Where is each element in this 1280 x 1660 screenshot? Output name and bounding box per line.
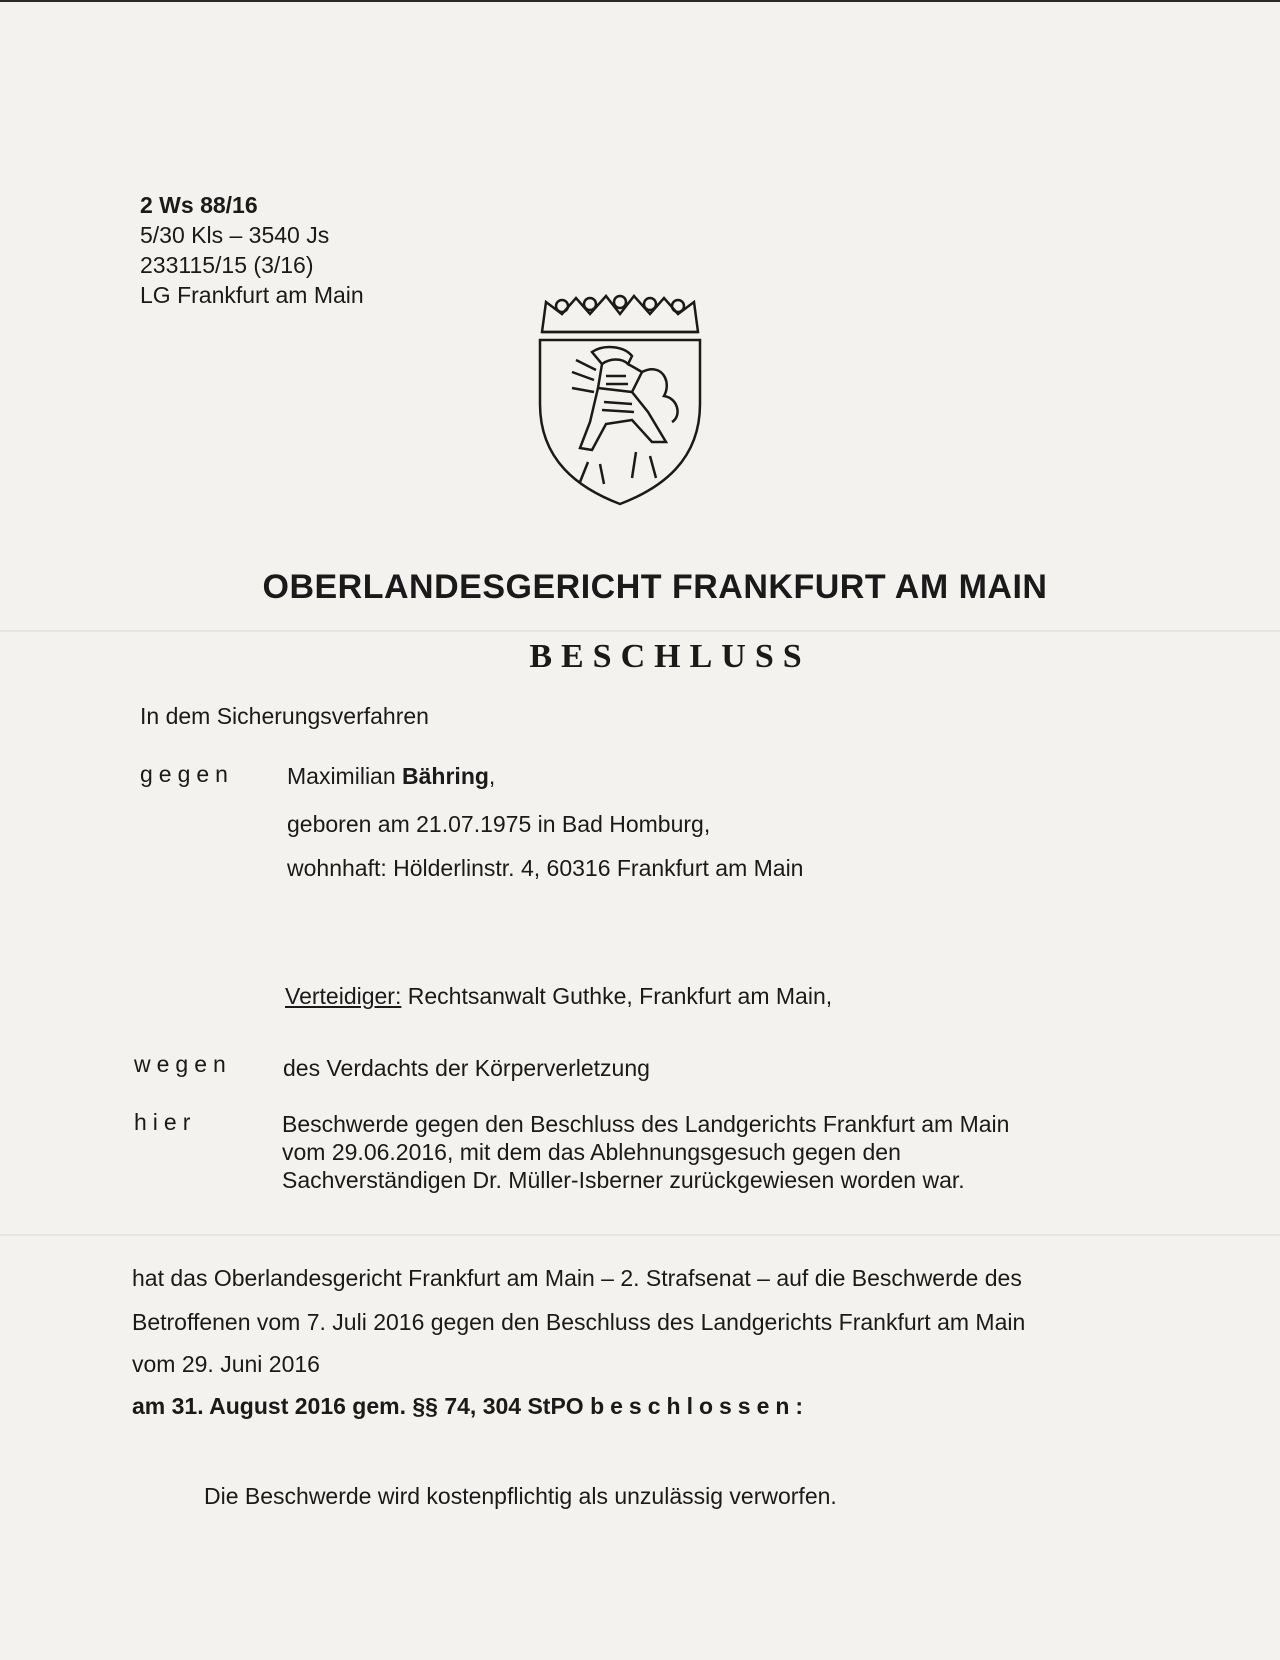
defendant-birth: geboren am 21.07.1975 in Bad Homburg, (287, 811, 711, 837)
body-line: Betroffenen vom 7. Juli 2016 gegen den Beschluss des Landgerichts Frankfurt am Main (132, 1309, 1026, 1335)
court-title: OBERLANDESGERICHT FRANKFURT AM MAIN (262, 568, 1048, 606)
paper-fold-line (0, 630, 1280, 632)
case-reference (140, 190, 364, 310)
defendant-first-name: Maximilian (287, 763, 396, 789)
defense-value: Rechtsanwalt Guthke, Frankfurt am Main, (407, 983, 833, 1009)
defendant-address: wohnhaft: Hölderlinstr. 4, 60316 Frankfurt am Main (287, 855, 804, 881)
verdict-text: Die Beschwerde wird kostenpflichtig als unzulässig verworfen. (204, 1483, 837, 1509)
document-heading: BESCHLUSS (529, 638, 811, 675)
coat-of-arms-icon (532, 292, 708, 506)
paper-fold-line (0, 1234, 1280, 1236)
defense-label: Verteidiger: (285, 983, 402, 1009)
decision-prefix: am 31. August 2016 gem. §§ 74, 304 StPO (132, 1393, 584, 1419)
defendant-name (287, 762, 495, 790)
body-line: vom 29. Juni 2016 (132, 1351, 320, 1377)
decision-word: beschlossen: (590, 1393, 810, 1419)
label-wegen: wegen (134, 1051, 232, 1077)
subject-line: Sachverständigen Dr. Müller-Isberner zurückgewiesen worden war. (282, 1167, 965, 1193)
defendant-last-name: Bähring (402, 763, 489, 789)
intro-text: In dem Sicherungsverfahren (140, 703, 429, 729)
body-line: hat das Oberlandesgericht Frankfurt am Main – 2. Strafsenat – auf die Beschwerde des (132, 1265, 1022, 1291)
case-reference-court: LG Frankfurt am Main (140, 282, 364, 308)
subject-line: Beschwerde gegen den Beschluss des Landgerichts Frankfurt am Main (282, 1111, 1010, 1137)
charge-text: des Verdachts der Körperverletzung (283, 1055, 650, 1081)
label-hier: hier (134, 1109, 197, 1135)
name-comma: , (488, 763, 496, 789)
case-number: 2 Ws 88/16 (140, 192, 258, 218)
label-gegen: gegen (140, 761, 234, 787)
subject-line: vom 29.06.2016, mit dem das Ablehnungsgesuch gegen den (282, 1139, 901, 1165)
case-reference-line: 5/30 Kls – 3540 Js (140, 222, 330, 248)
defense-counsel (285, 982, 832, 1010)
decision-line (132, 1392, 809, 1420)
case-reference-line: 233115/15 (3/16) (140, 252, 314, 278)
